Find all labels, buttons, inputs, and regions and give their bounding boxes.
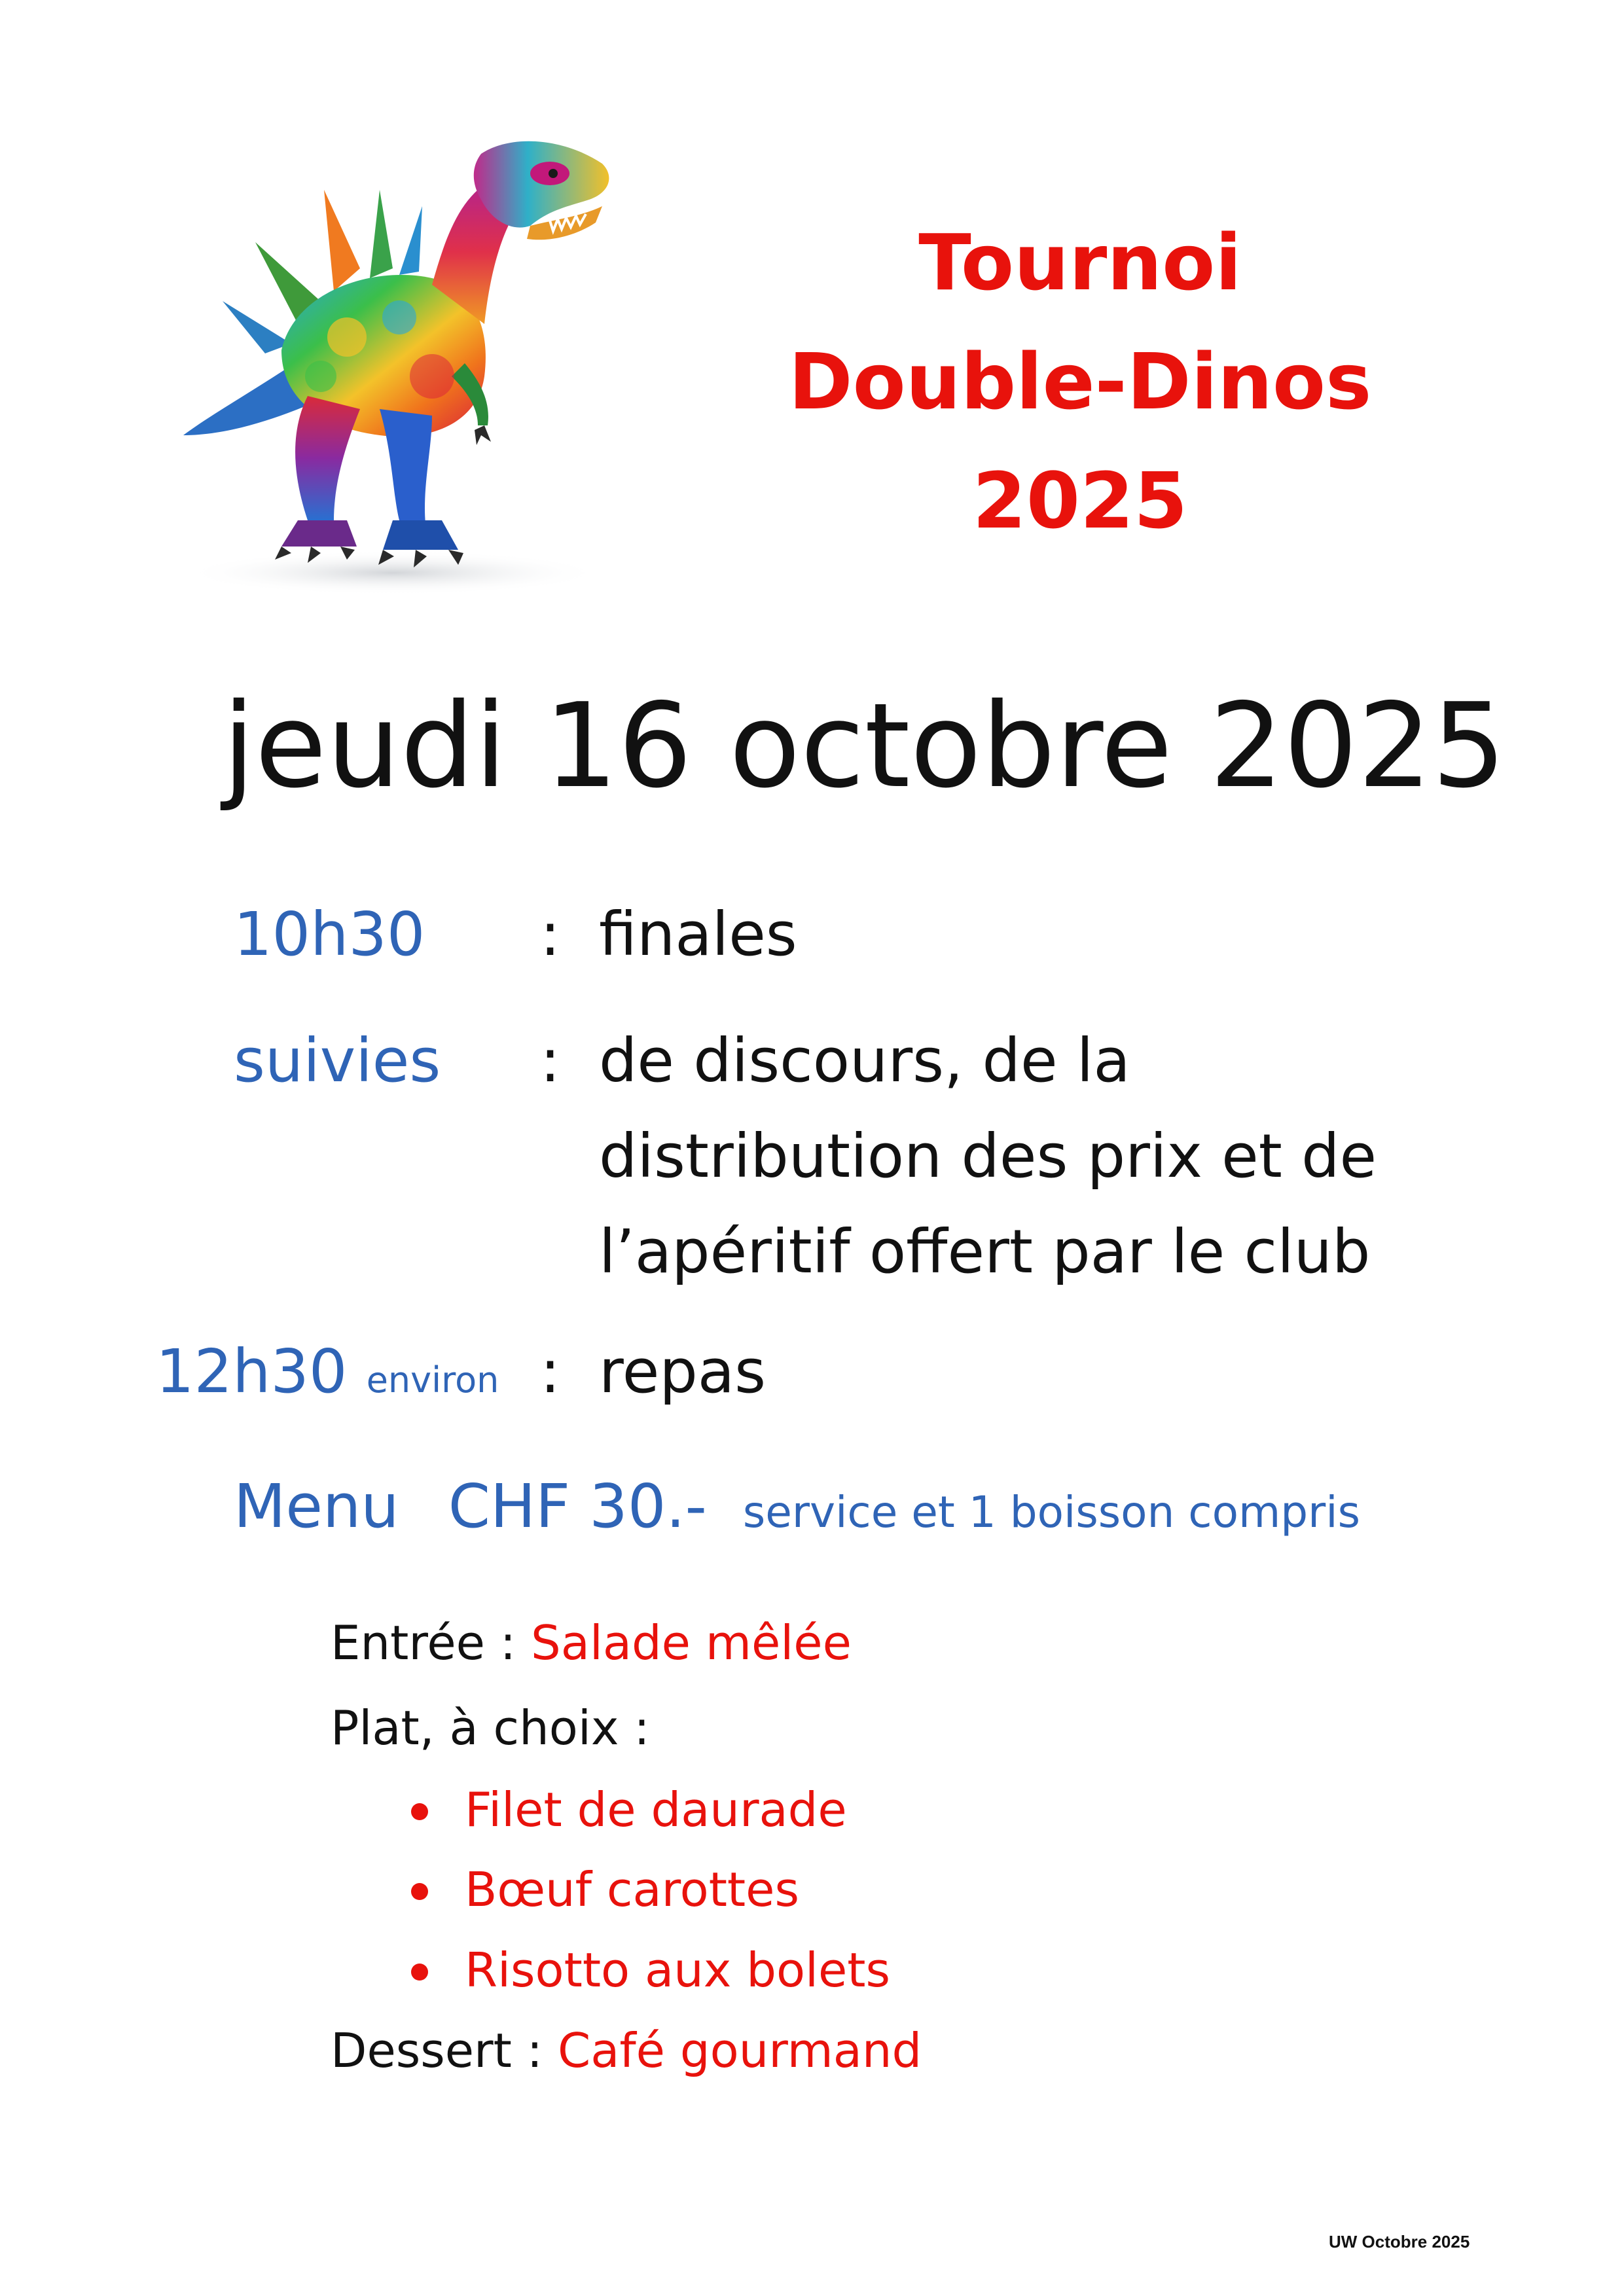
bullet-icon (411, 1964, 428, 1981)
bullet-icon (411, 1803, 428, 1820)
schedule-time-3 (156, 1324, 499, 1428)
schedule-text-2-line-3: l’apéritif offert par le club (599, 1217, 1371, 1287)
menu-note: service et 1 boisson compris (742, 1487, 1361, 1537)
schedule-separator-1: : (540, 899, 560, 969)
footer-note: UW Octobre 2025 (1329, 2232, 1470, 2251)
title-line-1: Tournoi (918, 217, 1242, 308)
menu-price: CHF 30.- (448, 1471, 707, 1541)
plat-option-3: Risotto aux bolets (465, 1943, 891, 1998)
dessert-label: Dessert : (331, 2023, 543, 2078)
schedule-text-1: finales (599, 899, 797, 969)
schedule-text-3: repas (599, 1336, 767, 1407)
title-line-3: 2025 (972, 456, 1188, 546)
event-date: jeudi 16 octobre 2025 (223, 678, 1506, 814)
menu-label: Menu (234, 1471, 399, 1541)
plat-option-2: Bœuf carottes (465, 1862, 799, 1917)
plat-option-1: Filet de daurade (465, 1782, 847, 1837)
dinosaur-illustration (183, 128, 628, 599)
menu-entree (331, 1610, 852, 1676)
menu-plat-label: Plat, à choix : (331, 1700, 650, 1755)
entree-value: Salade mêlée (531, 1615, 852, 1670)
bullet-icon (411, 1883, 428, 1900)
schedule-time-3-value: 12h30 (156, 1336, 348, 1407)
dessert-value: Café gourmand (557, 2023, 922, 2078)
schedule-separator-3: : (540, 1336, 560, 1407)
schedule-text-2-line-2: distribution des prix et de (599, 1121, 1377, 1191)
schedule-separator-2: : (540, 1026, 560, 1096)
event-title (720, 203, 1440, 560)
schedule-time-3-note: environ (366, 1359, 499, 1401)
title-line-2: Double-Dinos (788, 336, 1372, 427)
entree-label: Entrée : (331, 1615, 516, 1670)
schedule-time-2: suivies (234, 1026, 441, 1096)
menu-header (234, 1471, 1360, 1541)
menu-dessert (331, 2018, 922, 2083)
schedule-text-2-line-1: de discours, de la (599, 1026, 1130, 1096)
schedule-time-1: 10h30 (234, 899, 425, 969)
